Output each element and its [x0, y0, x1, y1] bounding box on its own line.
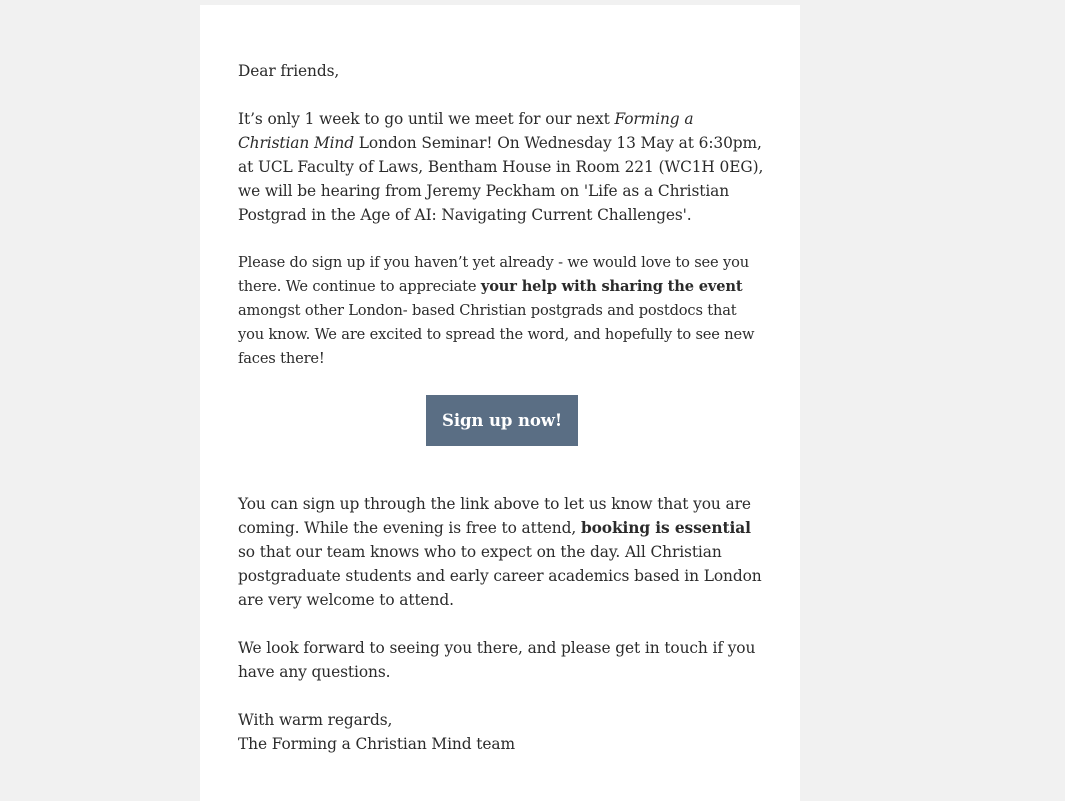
- closing-paragraph: We look forward to seeing you there, and please get in touch if you have any questions.: [238, 639, 756, 681]
- sharing-emphasis: your help with sharing the event: [480, 278, 743, 295]
- booking-paragraph: [238, 492, 766, 612]
- booking-text-start: You can sign up through the link above to let us know that you are coming. While the evening is free to attend,: [238, 495, 751, 537]
- signoff: With warm regards,: [238, 711, 393, 729]
- seminar-name: Forming a Christian Mind: [238, 110, 694, 152]
- intro-text-start: It’s only 1 week to go until we meet for our next: [238, 110, 615, 128]
- greeting: Dear friends,: [238, 62, 340, 80]
- intro-paragraph: [238, 107, 766, 227]
- signup-request-text-end: amongst other London- based Christian postgrads and postdocs that you know. We are excited to spread the word, and hopefully to see new faces there!: [238, 302, 755, 367]
- email-body: [200, 5, 800, 801]
- signup-request-paragraph: [238, 251, 766, 371]
- booking-text-end: so that our team knows who to expect on the day. All Christian postgraduate students and early career academics based in London are very welcome to attend.: [238, 543, 762, 609]
- signup-request-text-start: Please do sign up if you haven’t yet already - we would love to see you there. We continue to appreciate: [238, 254, 749, 295]
- booking-emphasis: booking is essential: [580, 519, 751, 537]
- signature: The Forming a Christian Mind team: [238, 735, 515, 753]
- signup-button-container: [238, 395, 766, 446]
- intro-text-end: London Seminar! On Wednesday 13 May at 6:30pm, at UCL Faculty of Laws, Bentham House in Room 221 (WC1H 0EG), we will be hearing from Jeremy Peckham on 'Life as a Christian Postgrad in the Age of AI: Navigating Current Challenges'.: [238, 134, 764, 224]
- signup-button[interactable]: Sign up now!: [426, 395, 578, 446]
- email-content: [238, 59, 766, 756]
